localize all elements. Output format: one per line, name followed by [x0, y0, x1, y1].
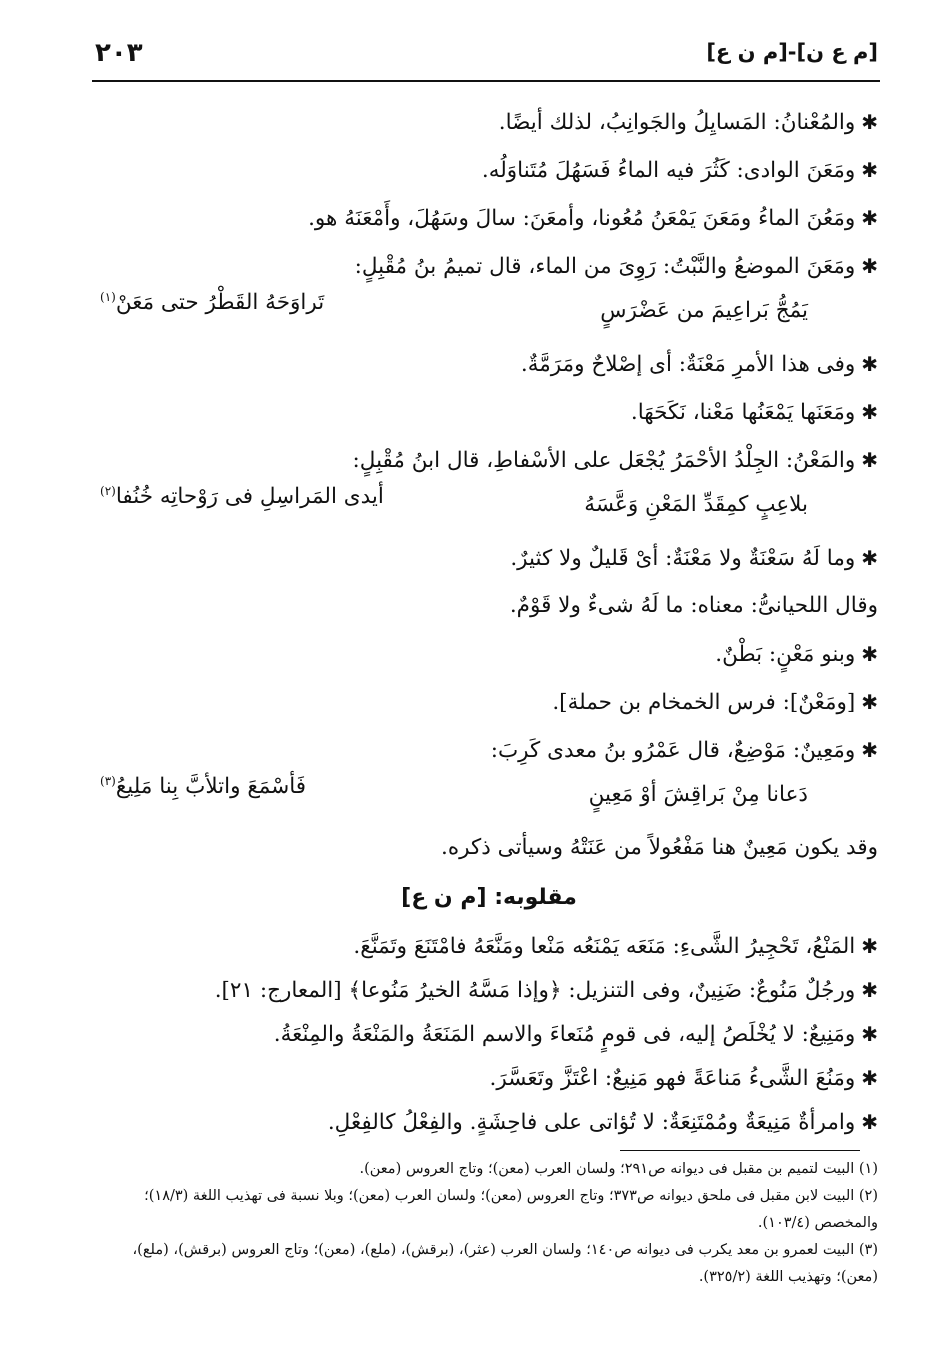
footnote: (١) البيت لتميم بن مقبل فى ديوانه ص٢٩١؛ ولسان العرب (معن)؛ وتاج العروس (معن).: [359, 1161, 878, 1177]
entry-line: ✱ومَنِيعٌ: لا يُخْلَصُ إليه، فى قومٍ مُنَعاءَ والاسم المَنَعَةُ والمَنْعَةُ والمِنْعَةُ.: [100, 1012, 878, 1056]
entry-line: ✱وبنو مَعْنٍ: بَطْنٌ.: [100, 630, 878, 678]
asterisk-icon: ✱: [861, 352, 878, 376]
verse-line: [100, 484, 878, 534]
verse-hemistich-first: بلاعِبٍ كمِقَدِّ المَعْنِ وَعَّسَهُ: [584, 492, 808, 517]
page-header: [95, 38, 878, 78]
asterisk-icon: ✱: [861, 1110, 878, 1134]
plain-line: وقال اللحيانىُّ: معناه: ما لَهُ شىءٌ ولا قَوْمٌ.: [509, 593, 878, 618]
asterisk-icon: ✱: [861, 206, 878, 230]
asterisk-icon: ✱: [861, 978, 878, 1002]
entry-line: ✱ومَنُعَ الشَّىءُ مَناعَةً فهو مَنِيعٌ: اعْتَزَّ وتَعَسَّرَ.: [100, 1056, 878, 1100]
footnote: (٣) البيت لعمرو بن معد يكرب فى ديوانه ص١٤٠؛ ولسان العرب (عثر)، (برقش)، (ملع)، (معن)؛ وتاج العروس (برقش)، (ملع)، (معن)؛ وتهذيب اللغة (٣٢٥/٢).: [132, 1242, 878, 1285]
asterisk-icon: ✱: [861, 642, 878, 666]
entry-line: ✱والمَعْنُ: الجِلْدُ الأحْمَرُ يُجْعَل على الأسْفاطِ، قال ابنُ مُقْبِلٍ:: [100, 436, 878, 484]
verse-line: [100, 290, 878, 340]
verse-hemistich-first: يَمُجُّ بَراعِيمَ من عَضْرَسٍ: [600, 298, 808, 323]
entry-line: ✱[ومَعْنٌ]: فرس الخمخام بن حملة].: [100, 678, 878, 726]
asterisk-icon: ✱: [861, 448, 878, 472]
asterisk-icon: ✱: [861, 1066, 878, 1090]
entry-line: ✱ومَعَنَ الوادى: كَثُرَ فيه الماءُ فَسَهُلَ مُتَناوَلُه.: [100, 146, 878, 194]
header-rule: [92, 80, 880, 82]
verse-line: [100, 774, 878, 824]
footnote-rule: [620, 1150, 860, 1151]
entry-line: ✱ومَعَنَ الموضعُ والنَّبْتُ: رَوِىَ من الماء، قال تميمُ بنُ مُقْبِلٍ:: [100, 242, 878, 290]
entry-line: ✱ورجُلٌ مَنُوعٌ: ضَنِينٌ، وفى التنزيل: ﴿وإذا مَسَّهُ الخيرُ مَنُوعا﴾ [المعارج: ٢١].: [100, 968, 878, 1012]
verse-hemistich-second: تَراوَحَهُ القَطْرُ حتى مَعَنْ$^{(١)}$: [100, 290, 325, 316]
entry-line: ✱وامرأةٌ مَنِيعَةٌ ومُمْتَنِعَةٌ: لا تُؤاتى على فاحِشَةٍ. والفِعْلُ كالفِعْلِ.: [100, 1100, 878, 1144]
page-body: [100, 98, 878, 1144]
entry-line: ✱المَنْعُ، تَحْجِيرُ الشَّىءِ: مَنَعَه يَمْنَعُه مَنْعا ومَنَّعَهُ فامْتَنَعَ وتَمَنَّعَ.: [100, 924, 878, 968]
asterisk-icon: ✱: [861, 158, 878, 182]
verse-hemistich-second: أيدى المَراسِلِ فى رَوْحاتِه خُنُفا$^{(٢)}$: [100, 484, 384, 510]
entry-line: ✱والمُعْنانُ: المَسايِلُ والجَوانِبُ، لذلك أيضًا.: [100, 98, 878, 146]
entry-line: ✱ومَعَنَها يَمْعَنُها مَعْنا، نَكَحَهَا.: [100, 388, 878, 436]
page-number: ٢٠٣: [95, 38, 143, 68]
footnote-ref: (١): [100, 290, 116, 304]
verse-hemistich-second: فَأسْمَعَ واتلأبَّ بِنا مَلِيعُ$^{(٣)}$: [100, 774, 307, 800]
asterisk-icon: ✱: [861, 254, 878, 278]
asterisk-icon: ✱: [861, 738, 878, 762]
entry-line: ✱وفى هذا الأمرِ مَعْنَةٌ: أى إصْلاحٌ ومَرَمَّةٌ.: [100, 340, 878, 388]
entry-line: ✱وما لَهُ سَعْنَةٌ ولا مَعْنَةٌ: أىْ قَليلٌ ولا كثيرٌ.: [100, 534, 878, 582]
asterisk-icon: ✱: [861, 400, 878, 424]
entry-line: ✱ومَعُنَ الماءُ ومَعَنَ يَمْعَنُ مُعُونا، وأمعَنَ: سالَ وسَهُلَ، وأَمْعَنَهُ هو.: [100, 194, 878, 242]
asterisk-icon: ✱: [861, 934, 878, 958]
asterisk-icon: ✱: [861, 110, 878, 134]
footnote-ref: (٣): [100, 774, 116, 788]
asterisk-icon: ✱: [861, 546, 878, 570]
asterisk-icon: ✱: [861, 1022, 878, 1046]
root-label: [م ع ن]-[م ن ع]: [706, 40, 878, 64]
footnote: (٢) البيت لابن مقبل فى ملحق ديوانه ص٣٧٣؛ وتاج العروس (معن)؛ ولسان العرب (معن)؛ وبلا نسبة فى تهذيب اللغة (١٨/٣)؛ والمخصص (١٠٣/٤).: [144, 1188, 878, 1231]
footnotes: [95, 1156, 878, 1291]
verse-hemistich-first: دَعانا مِنْ بَراقِشَ أوْ مَعِينٍ: [588, 782, 808, 807]
footnote-ref: (٢): [100, 484, 116, 498]
section-title: مقلوبه: [م ن ع]: [401, 885, 577, 910]
asterisk-icon: ✱: [861, 690, 878, 714]
plain-line: وقد يكون مَعِينٌ هنا مَفْعُولاً من عَنَتْهُ وسيأتى ذكره.: [441, 835, 878, 860]
entry-line: ✱ومَعِينٌ: مَوْضِعٌ، قال عَمْرُو بنُ معدى كَرِبَ:: [100, 726, 878, 774]
